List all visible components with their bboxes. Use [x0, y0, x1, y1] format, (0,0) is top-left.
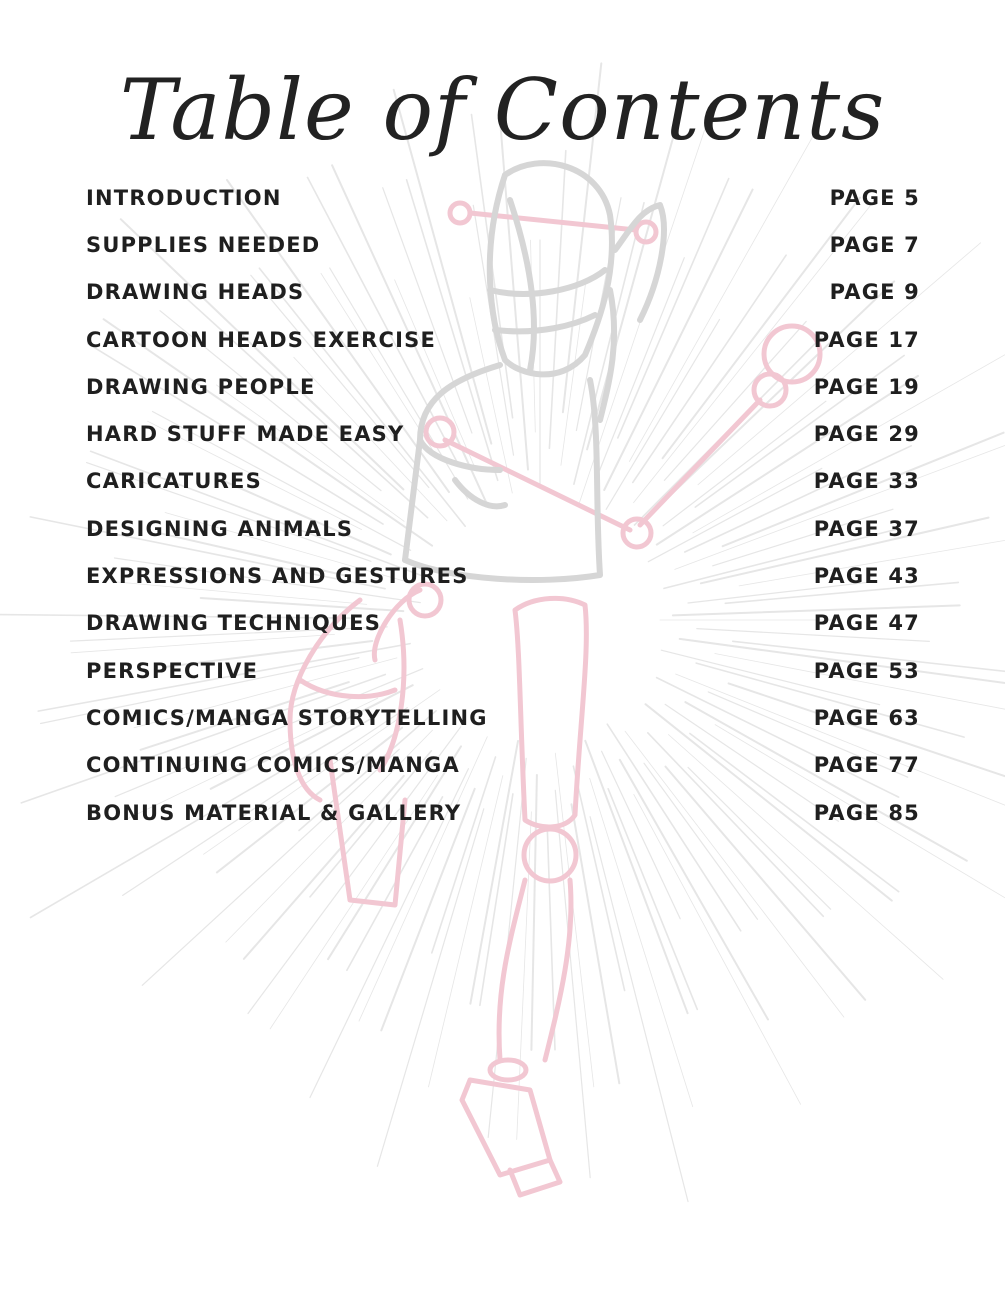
toc-entry[interactable]: [86, 647, 920, 694]
speed-line: [634, 794, 801, 1104]
page-title: Table of Contents: [119, 61, 886, 159]
toc-entry-title: EXPRESSIONS AND GESTURES: [86, 564, 469, 589]
toc-entry-title: COMICS/MANGA STORYTELLING: [86, 705, 488, 730]
toc-entry-page: PAGE 37: [813, 516, 920, 541]
toc-entry-title: CARTOON HEADS EXERCISE: [86, 327, 436, 352]
toc-entry-title: SUPPLIES NEEDED: [86, 232, 321, 257]
toc-entry-page: PAGE 85: [813, 800, 920, 825]
toc-entry[interactable]: [86, 694, 920, 741]
toc-entry-page: PAGE 63: [813, 705, 920, 730]
toc-entry-title: DRAWING TECHNIQUES: [86, 611, 382, 636]
toc-entry[interactable]: [86, 410, 920, 457]
toc-entry-title: CARICATURES: [86, 469, 262, 494]
toc-entry-page: PAGE 19: [813, 374, 920, 399]
toc-entry-page: PAGE 43: [813, 564, 920, 589]
speed-line: [572, 804, 620, 1083]
toc-entry-page: PAGE 77: [813, 753, 920, 778]
toc-entry[interactable]: [86, 552, 920, 599]
toc-entry[interactable]: [86, 174, 920, 221]
toc-entry-page: PAGE 17: [813, 327, 920, 352]
toc-entry[interactable]: [86, 742, 920, 789]
toc-entry-page: PAGE 5: [829, 185, 920, 210]
toc-entry-title: BONUS MATERIAL & GALLERY: [86, 800, 462, 825]
toc-entry[interactable]: [86, 269, 920, 316]
toc-entry-title: PERSPECTIVE: [86, 658, 259, 683]
toc-entry[interactable]: [86, 505, 920, 552]
toc-entry-title: INTRODUCTION: [86, 185, 282, 210]
toc-entry-title: HARD STUFF MADE EASY: [86, 422, 405, 447]
toc-entry[interactable]: [86, 600, 920, 647]
toc-entry-title: DRAWING PEOPLE: [86, 374, 316, 399]
toc-entry-page: PAGE 53: [813, 658, 920, 683]
toc-entry-page: PAGE 29: [813, 422, 920, 447]
toc-entry[interactable]: [86, 221, 920, 268]
table-of-contents: [86, 174, 920, 836]
toc-entry-page: PAGE 9: [829, 280, 920, 305]
toc-entry[interactable]: [86, 316, 920, 363]
toc-entry-page: PAGE 7: [829, 232, 920, 257]
toc-entry[interactable]: [86, 458, 920, 505]
speed-line: [590, 817, 688, 1202]
toc-entry-page: PAGE 47: [813, 611, 920, 636]
toc-entry[interactable]: [86, 363, 920, 410]
toc-entry[interactable]: [86, 789, 920, 836]
toc-entry-title: DESIGNING ANIMALS: [86, 516, 354, 541]
toc-entry-title: DRAWING HEADS: [86, 280, 305, 305]
toc-entry-title: CONTINUING COMICS/MANGA: [86, 753, 460, 778]
toc-entry-page: PAGE 33: [813, 469, 920, 494]
